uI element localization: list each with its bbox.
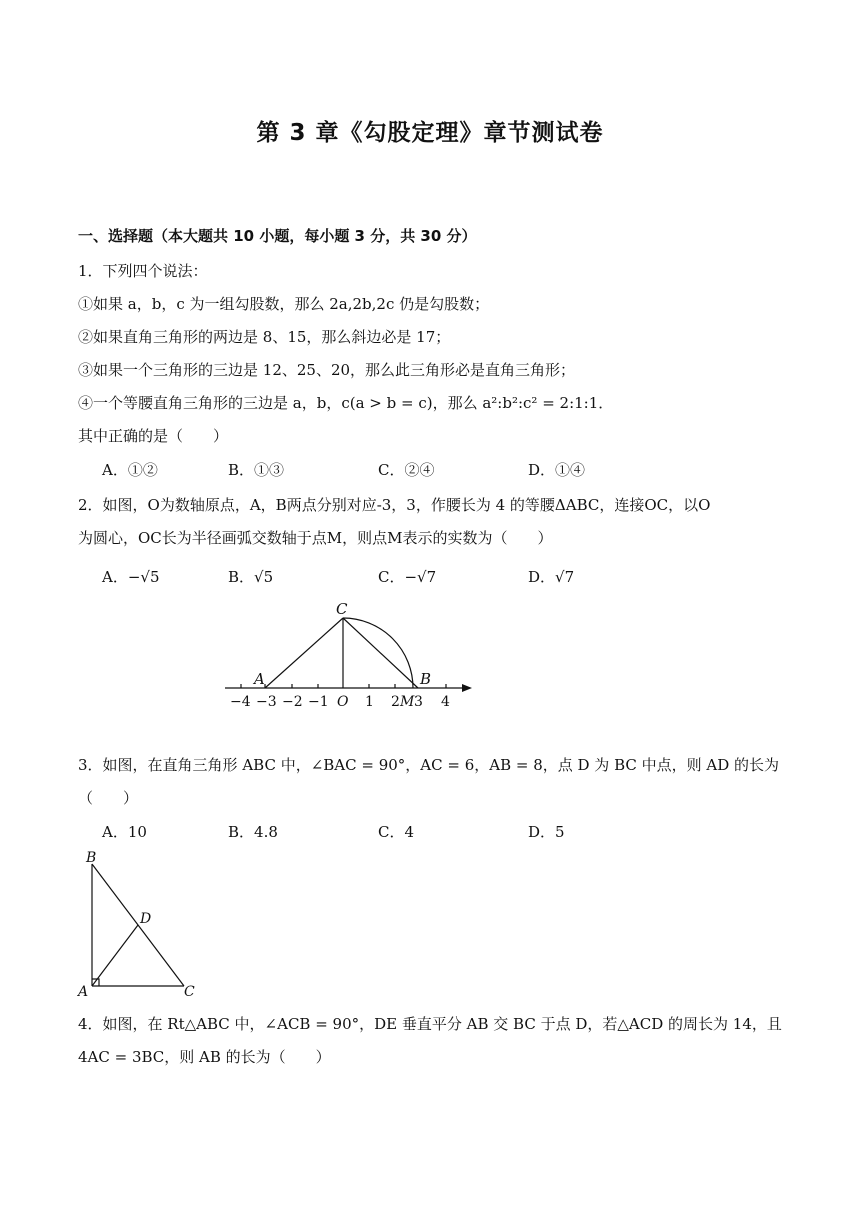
q4-line-2: 4AC = 3BC，则 AB 的长为（ ）	[78, 1048, 331, 1066]
q1-statement-4: ④一个等腰直角三角形的三边是 a，b，c(a > b = c)，那么 a²:b²:c² = 2:1:1．	[78, 394, 614, 412]
right-triangle-figure	[76, 848, 206, 1003]
point-label: C	[336, 600, 348, 618]
q2-option-a[interactable]: A．−√5	[102, 568, 160, 586]
q1-statement-2: ②如果直角三角形的两边是 8、15，那么斜边必是 17；	[78, 328, 451, 346]
tick-label: −4	[230, 694, 251, 710]
segment-ac	[265, 618, 343, 688]
q1-stem: 1．下列四个说法：	[78, 262, 208, 280]
q2-option-b[interactable]: B．√5	[228, 568, 274, 586]
q3-option-c[interactable]: C．4	[378, 823, 415, 841]
q1-option-c[interactable]: C．②④	[378, 461, 435, 479]
q3-line-1: 3．如图，在直角三角形 ABC 中，∠BAC = 90°，AC = 6，AB = 8，点 D 为 BC 中点，则 AD 的长为	[78, 756, 780, 774]
tick-label: −2	[282, 694, 303, 710]
q1-statement-1: ①如果 a，b，c 为一组勾股数，那么 2a,2b,2c 仍是勾股数；	[78, 295, 490, 313]
tick-label: M	[400, 694, 415, 710]
tick-label: 3	[414, 694, 423, 710]
q1-option-a[interactable]: A．①②	[102, 461, 158, 479]
q1-option-b[interactable]: B．①③	[228, 461, 285, 479]
tick-label: 1	[365, 694, 374, 710]
q2-line-2: 为圆心，OC长为半径画弧交数轴于点M，则点M表示的实数为（ ）	[78, 529, 553, 547]
q2-option-c[interactable]: C．−√7	[378, 568, 437, 586]
point-label: B	[420, 670, 432, 688]
q4-line-1: 4．如图，在 Rt△ABC 中，∠ACB = 90°，DE 垂直平分 AB 交 BC 于点 D，若△ACD 的周长为 14，且	[78, 1015, 782, 1033]
tick-label: 2	[391, 694, 400, 710]
q3-line-2: （ ）	[78, 789, 139, 807]
tick-label: −1	[308, 694, 329, 710]
point-label: B	[86, 850, 97, 866]
q1-option-d[interactable]: D．①④	[528, 461, 586, 479]
point-label: C	[184, 984, 195, 1000]
point-label: A	[254, 670, 265, 688]
point-label: A	[78, 984, 89, 1000]
q2-line-1: 2．如图，O为数轴原点，A，B两点分别对应-3，3，作腰长为 4 的等腰ΔABC，连接OC，以O	[78, 496, 711, 514]
q3-option-a[interactable]: A．10	[102, 823, 147, 841]
q3-option-d[interactable]: D．5	[528, 823, 565, 841]
number-line-figure	[220, 600, 480, 710]
point-label: D	[140, 911, 152, 927]
page-title: 第 3 章《勾股定理》章节测试卷	[256, 120, 604, 146]
q1-ask: 其中正确的是（ ）	[78, 427, 229, 445]
section-heading: 一、选择题（本大题共 10 小题，每小题 3 分，共 30 分）	[78, 227, 477, 245]
tick-label: 4	[441, 694, 450, 710]
q1-statement-3: ③如果一个三角形的三边是 12、25、20，那么此三角形必是直角三角形；	[78, 361, 576, 379]
q3-option-b[interactable]: B．4.8	[228, 823, 278, 841]
segment-ad	[92, 925, 138, 986]
q2-option-d[interactable]: D．√7	[528, 568, 575, 586]
tick-label: O	[337, 694, 349, 710]
tick-label: −3	[256, 694, 277, 710]
axis-arrow-icon	[462, 684, 472, 692]
